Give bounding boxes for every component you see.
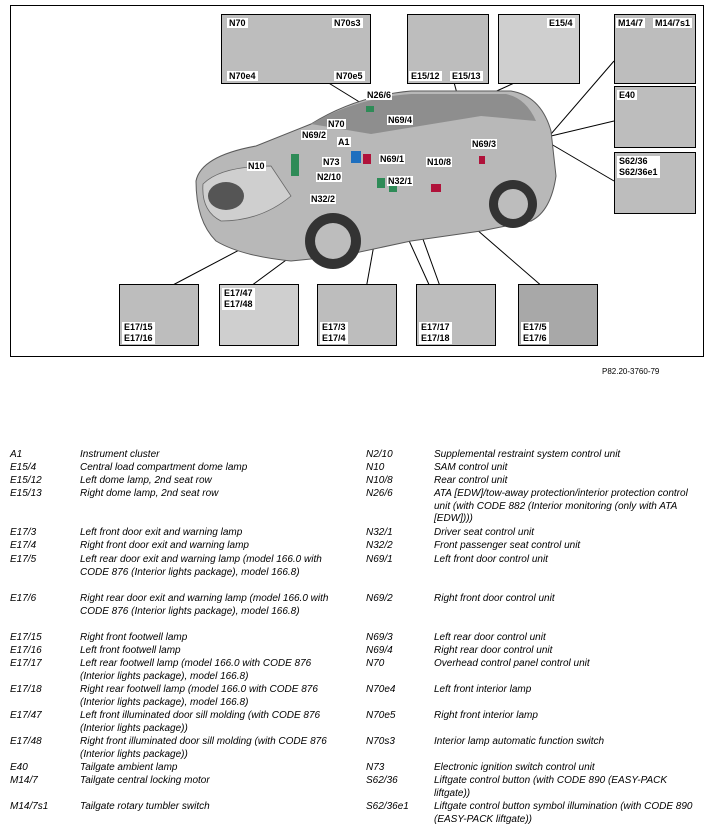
inset-tailgate-lamp: E40: [614, 86, 696, 148]
inset-tailgate-switch: S62/36 S62/36e1: [614, 152, 696, 214]
legend-right-code: S62/36e1: [366, 801, 409, 812]
legend-right-code: N69/2: [366, 593, 393, 604]
legend-right-desc: Left front interior lamp: [434, 684, 532, 695]
legend-left-desc: Central load compartment dome lamp: [80, 462, 248, 473]
legend-right-desc: Liftgate control button (with CODE 890 (EASY-PACK liftgate)): [434, 775, 668, 799]
legend-right-code: N2/10: [366, 449, 393, 460]
legend-left-code: E17/16: [10, 645, 42, 656]
callout-n26-6: N26/6: [367, 90, 392, 100]
legend-left-desc: Left front illuminated door sill molding (with CODE 876 (Interior lights package)): [80, 710, 321, 734]
legend-left-code: E17/15: [10, 632, 42, 643]
inset-front-footwell: E17/15 E17/16: [119, 284, 199, 346]
inset-door-sill: E17/47 E17/48: [219, 284, 299, 346]
legend-left-desc: Tailgate ambient lamp: [80, 762, 178, 773]
legend-left-code: E17/4: [10, 540, 37, 551]
legend-right-desc: ATA [EDW]/tow-away protection/interior protection control unit (with CODE 882 (Interior monitoring (only with ATA [EDW]))): [434, 488, 688, 524]
legend-right-code: N10: [366, 462, 385, 473]
legend-left-desc: Right front footwell lamp: [80, 632, 188, 643]
legend-right-desc: Overhead control panel control unit: [434, 658, 590, 669]
inset-overhead-panel: N70 N70s3 N70e4 N70e5: [221, 14, 371, 84]
legend-right-desc: Supplemental restraint system control unit: [434, 449, 621, 460]
legend-right-desc: Left front door control unit: [434, 554, 548, 565]
legend-left-code: E15/12: [10, 475, 42, 486]
callout-a1: A1: [338, 137, 350, 147]
callout-n69-4: N69/4: [388, 115, 413, 125]
callout-n10-8: N10/8: [427, 157, 452, 167]
legend-right-desc: Rear control unit: [434, 475, 508, 486]
legend-left-desc: Instrument cluster: [80, 449, 160, 460]
legend-left-desc: Left rear footwell lamp (model 166.0 with CODE 876 (Interior lights package), model 166.8): [80, 658, 312, 682]
legend-right-code: S62/36: [366, 775, 398, 786]
inset-rear-door: E17/5 E17/6: [518, 284, 598, 346]
legend-left-code: E17/18: [10, 684, 42, 695]
legend-left-desc: Left rear door exit and warning lamp (model 166.0 with CODE 876 (Interior lights package), model 166.8): [80, 554, 322, 578]
figure-reference: P82.20-3760-79: [602, 367, 660, 376]
legend-right-code: N32/1: [366, 527, 393, 538]
inset-tailgate-top: M14/7 M14/7s1: [614, 14, 696, 84]
legend-left-code: M14/7s1: [10, 801, 49, 812]
legend-left-desc: Left dome lamp, 2nd seat row: [80, 475, 212, 486]
legend-left-code: E17/47: [10, 710, 42, 721]
legend-left-code: E17/3: [10, 527, 37, 538]
legend-right-code: N26/6: [366, 488, 393, 499]
legend-left-code: E17/5: [10, 554, 37, 565]
legend-left-code: M14/7: [10, 775, 38, 786]
callout-n69-2: N69/2: [302, 130, 327, 140]
callout-n10: N10: [248, 161, 265, 171]
legend-left-desc: Tailgate rotary tumbler switch: [80, 801, 210, 812]
legend-left-code: E40: [10, 762, 28, 773]
legend-right-code: N32/2: [366, 540, 393, 551]
legend-right-desc: Electronic ignition switch control unit: [434, 762, 595, 773]
legend-left-desc: Right rear footwell lamp (model 166.0 with CODE 876 (Interior lights package), model 166.8): [80, 684, 318, 708]
legend-right-desc: Right rear door control unit: [434, 645, 553, 656]
legend-right-desc: Front passenger seat control unit: [434, 540, 581, 551]
legend-right-code: N70e4: [366, 684, 396, 695]
legend-left-code: E15/13: [10, 488, 42, 499]
callout-n32-2: N32/2: [311, 194, 336, 204]
legend-left-desc: Left front footwell lamp: [80, 645, 181, 656]
legend-right-code: N70e5: [366, 710, 396, 721]
legend-left-desc: Left front door exit and warning lamp: [80, 527, 243, 538]
legend-left-desc: Right rear door exit and warning lamp (model 166.0 with CODE 876 (Interior lights package), model 166.8): [80, 593, 329, 617]
legend-right-desc: SAM control unit: [434, 462, 508, 473]
callout-n2-10: N2/10: [317, 172, 342, 182]
legend-right-desc: Right front interior lamp: [434, 710, 538, 721]
inset-front-door: E17/3 E17/4: [317, 284, 397, 346]
inset-cargo-dome-lamp: E15/4: [498, 14, 580, 84]
car-body: [196, 91, 556, 269]
legend-right-code: N70: [366, 658, 385, 669]
callout-n69-1: N69/1: [380, 154, 405, 164]
callout-n69-3: N69/3: [472, 139, 497, 149]
legend-right-desc: Liftgate control button symbol illumination (with CODE 890 (EASY-PACK liftgate)): [434, 801, 693, 825]
callout-n32-1: N32/1: [388, 176, 413, 186]
legend-left-desc: Tailgate central locking motor: [80, 775, 210, 786]
inset-dome-lamps: E15/12 E15/13: [407, 14, 489, 84]
legend-left-code: E17/17: [10, 658, 42, 669]
callout-n70: N70: [328, 119, 345, 129]
legend-left-desc: Right front illuminated door sill molding (with CODE 876 (Interior lights package)): [80, 736, 327, 760]
legend-right-code: N10/8: [366, 475, 393, 486]
legend-right-code: N73: [366, 762, 385, 773]
legend-left-desc: Right dome lamp, 2nd seat row: [80, 488, 219, 499]
legend-right-desc: Left rear door control unit: [434, 632, 546, 643]
legend-right-code: N69/4: [366, 645, 393, 656]
legend-left-code: A1: [10, 449, 23, 460]
legend-right-desc: Driver seat control unit: [434, 527, 535, 538]
legend-right-code: N69/1: [366, 554, 393, 565]
vehicle-diagram: [10, 5, 704, 357]
legend-right-code: N69/3: [366, 632, 393, 643]
callout-n73: N73: [323, 157, 340, 167]
legend-left-code: E17/6: [10, 593, 37, 604]
legend-right-code: N70s3: [366, 736, 395, 747]
legend-right-desc: Right front door control unit: [434, 593, 555, 604]
legend-left-desc: Right front door exit and warning lamp: [80, 540, 249, 551]
legend-left-code: E15/4: [10, 462, 37, 473]
legend-right-desc: Interior lamp automatic function switch: [434, 736, 605, 747]
legend-left-code: E17/48: [10, 736, 42, 747]
inset-rear-footwell: E17/17 E17/18: [416, 284, 496, 346]
